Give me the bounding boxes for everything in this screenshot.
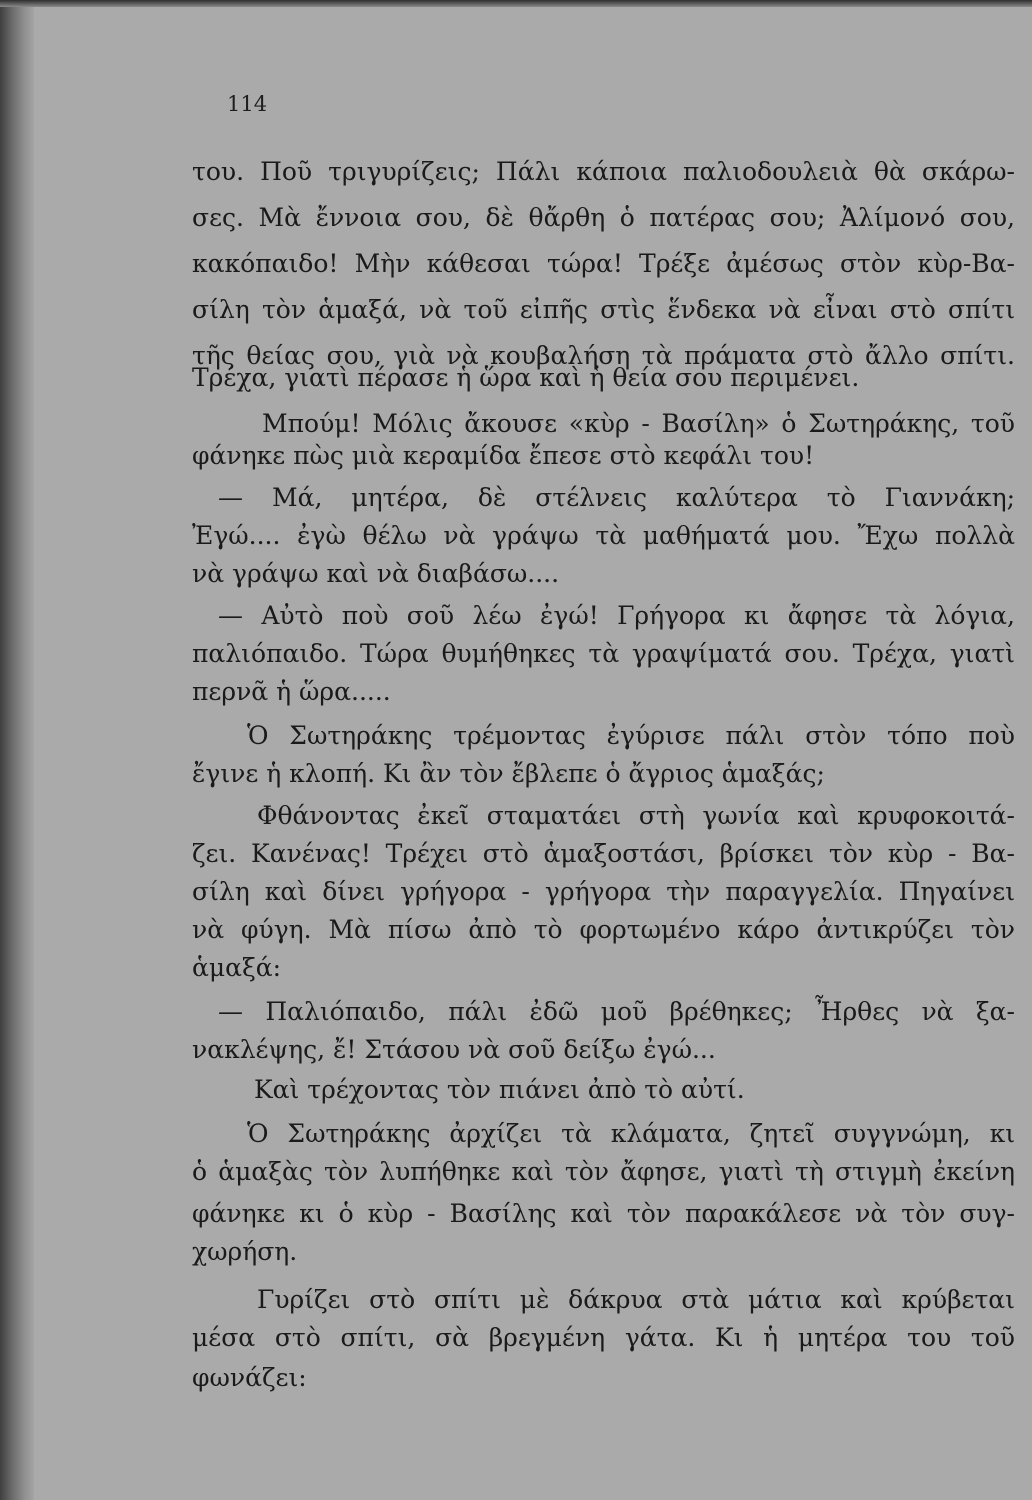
text-line: νακλέψης, ἔ! Στάσου νὰ σοῦ δείξω ἐγώ...	[192, 1035, 716, 1064]
text-line: κακόπαιδο! Μὴν κάθεσαι τώρα! Τρέξε ἀμέσως στὸν κὺρ-Βα-	[192, 249, 1015, 278]
text-line: Φθάνοντας ἐκεῖ σταματάει στὴ γωνία καὶ κρυφοκοιτά-	[257, 801, 1015, 830]
text-line: του. Ποῦ τριγυρίζεις; Πάλι κάποια παλιοδουλειὰ θὰ σκάρω-	[192, 157, 1015, 186]
text-line: φάνηκε κι ὁ κὺρ - Βασίλης καὶ τὸν παρακάλεσε νὰ τὸν συγ-	[192, 1199, 1015, 1228]
text-line: ὁ ἁμαξὰς τὸν λυπήθηκε καὶ τὸν ἄφησε, γιατὶ τὴ στιγμὴ ἐκείνη	[192, 1157, 1015, 1186]
text-line: Μπούμ! Μόλις ἄκουσε «κὺρ - Βασίλη» ὁ Σωτηράκης, τοῦ	[262, 409, 1015, 438]
text-line: Τρέχα, γιατὶ πέρασε ἡ ὥρα καὶ ἡ θεία σου περιμένει.	[192, 363, 860, 392]
text-line: παλιόπαιδο. Τώρα θυμήθηκες τὰ γραψίματά σου. Τρέχα, γιατὶ	[192, 639, 1015, 668]
top-edge-shadow	[0, 0, 1032, 7]
text-line: — Αὐτὸ ποὺ σοῦ λέω ἐγώ! Γρήγορα κι ἄφησε τὰ λόγια,	[218, 601, 1015, 630]
text-line: σες. Μὰ ἔννοια σου, δὲ θἄρθη ὁ πατέρας σου; Ἀλίμονό σου,	[192, 203, 1015, 232]
text-line: ἔγινε ἡ κλοπή. Κι ἂν τὸν ἔβλεπε ὁ ἄγριος ἁμαξάς;	[192, 759, 825, 788]
text-line: νὰ γράψω καὶ νὰ διαβάσω....	[192, 559, 560, 588]
text-line: ἁμαξά:	[192, 953, 282, 982]
text-line: σίλη καὶ δίνει γρήγορα - γρήγορα τὴν παραγγελία. Πηγαίνει	[192, 877, 1015, 906]
text-line: τῆς θείας σου, γιὰ νὰ κουβαλήση τὰ πράματα στὸ ἄλλο σπίτι.	[192, 341, 1015, 370]
page-number: 114	[227, 92, 268, 116]
text-line: σίλη τὸν ἁμαξά, νὰ τοῦ εἰπῆς στὶς ἕνδεκα νὰ εἶναι στὸ σπίτι	[192, 295, 1015, 324]
text-line: Ἐγώ.... ἐγὼ θέλω νὰ γράψω τὰ μαθήματά μου. Ἔχω πολλὰ	[192, 521, 1015, 550]
text-line: Ὁ Σωτηράκης τρέμοντας ἐγύρισε πάλι στὸν τόπο ποὺ	[247, 721, 1015, 750]
binding-gutter	[0, 0, 34, 1500]
text-line: περνᾶ ἡ ὥρα.....	[192, 677, 391, 706]
text-line: Γυρίζει στὸ σπίτι μὲ δάκρυα στὰ μάτια καὶ κρύβεται	[257, 1285, 1015, 1314]
text-line: Καὶ τρέχοντας τὸν πιάνει ἀπὸ τὸ αὐτί.	[254, 1075, 745, 1104]
text-line: μέσα στὸ σπίτι, σὰ βρεγμένη γάτα. Κι ἡ μητέρα του τοῦ	[192, 1323, 1015, 1352]
text-line: χωρήση.	[192, 1237, 298, 1266]
text-line: Ὁ Σωτηράκης ἀρχίζει τὰ κλάματα, ζητεῖ συγγνώμη, κι	[247, 1119, 1015, 1148]
text-line: — Μά, μητέρα, δὲ στέλνεις καλύτερα τὸ Γιαννάκη;	[218, 483, 1015, 512]
text-line: φωνάζει:	[192, 1363, 307, 1392]
text-line: — Παλιόπαιδο, πάλι ἐδῶ μοῦ βρέθηκες; Ἦρθες νὰ ξα-	[218, 997, 1015, 1026]
text-line: φάνηκε πὼς μιὰ κεραμίδα ἔπεσε στὸ κεφάλι του!	[192, 441, 815, 470]
text-line: ζει. Κανένας! Τρέχει στὸ ἁμαξοστάσι, βρίσκει τὸν κὺρ - Βα-	[192, 839, 1015, 868]
text-line: νὰ φύγη. Μὰ πίσω ἀπὸ τὸ φορτωμένο κάρο ἀντικρύζει τὸν	[192, 915, 1015, 944]
